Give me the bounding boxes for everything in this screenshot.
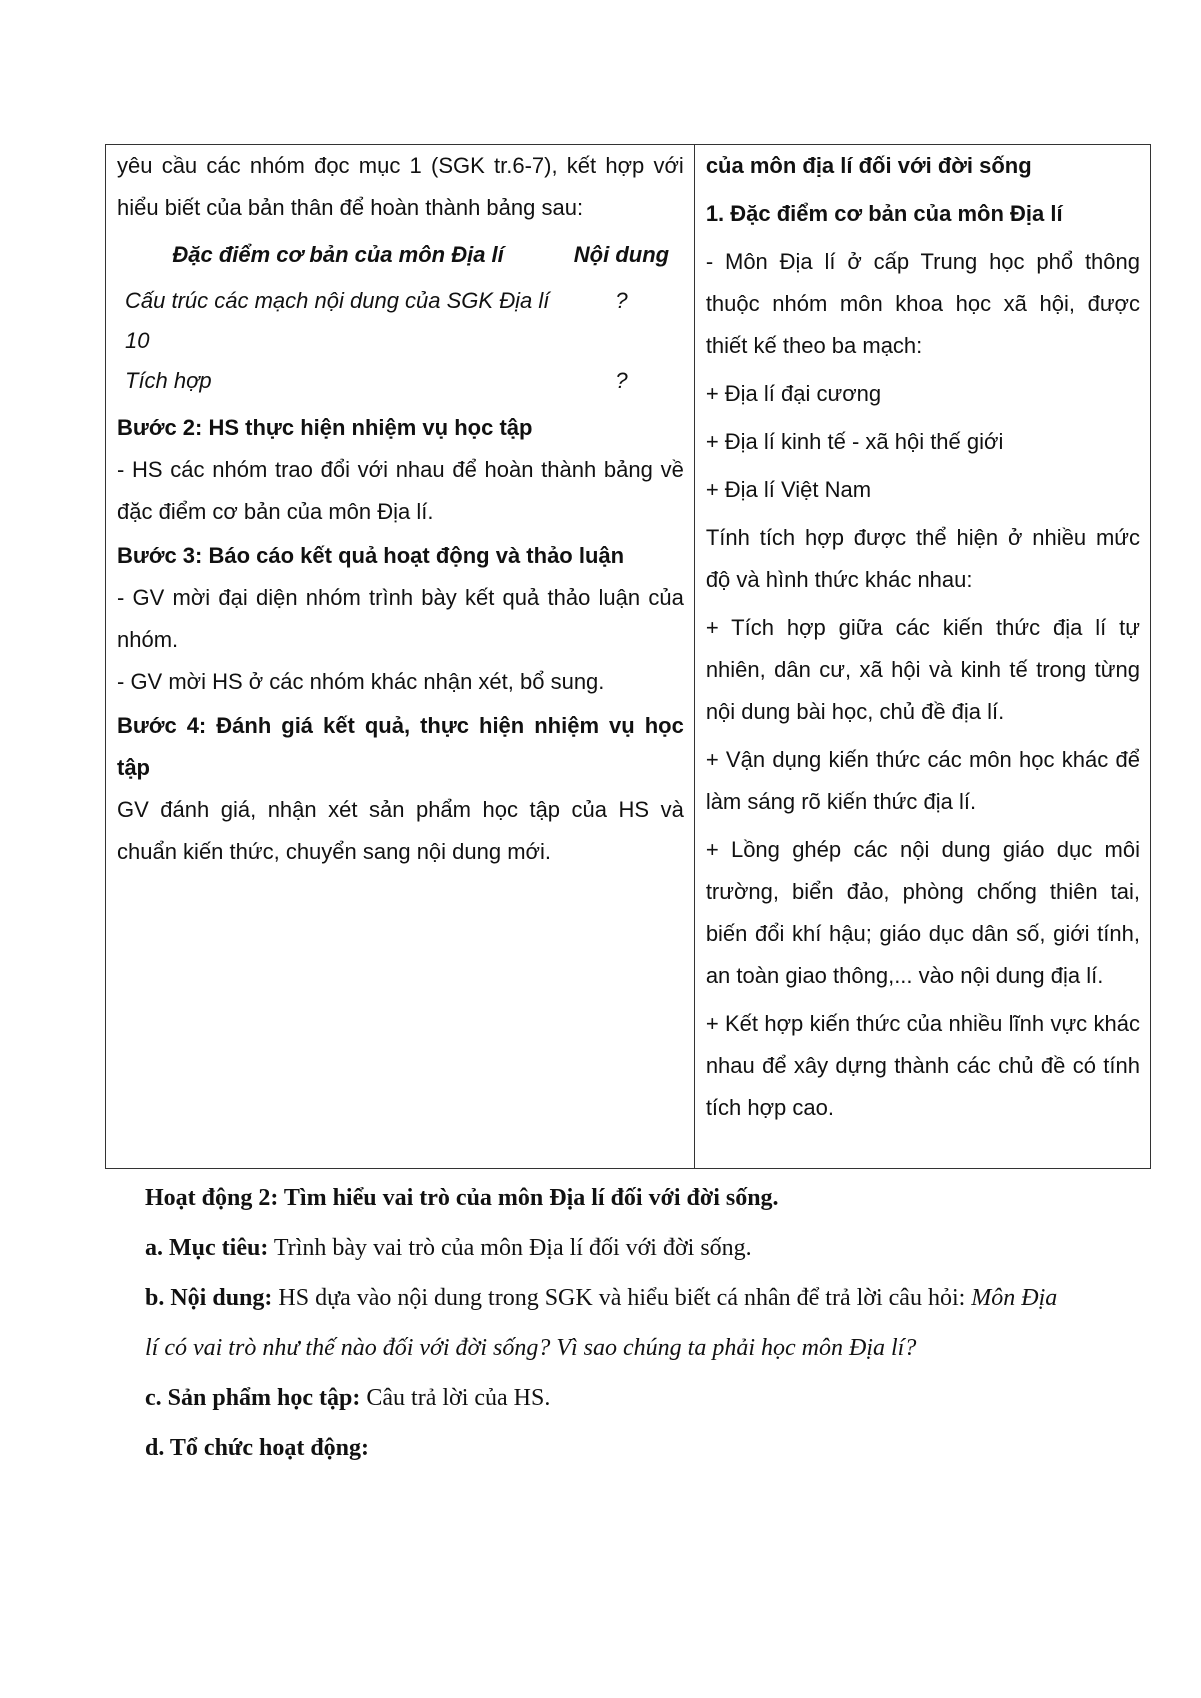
bullet-2: + Địa lí kinh tế - xã hội thế giới — [705, 429, 1004, 454]
organization-label: d. Tổ chức hoạt động: — [145, 1435, 370, 1461]
content-cell: ? — [615, 288, 628, 313]
sub-heading: 1. Đặc điểm cơ bản của môn Địa lí — [705, 201, 1063, 226]
bullet-1: + Địa lí đại cương — [705, 381, 882, 406]
product-label: c. Sản phẩm học tập: — [145, 1385, 361, 1411]
bullet-3: + Địa lí Việt Nam — [705, 477, 872, 502]
feature-cell: Tích hợp — [125, 368, 212, 393]
content-header: Nội dung — [573, 242, 670, 267]
activity-2-title: Hoạt động 2: Tìm hiểu vai trò của môn Địa lí đối với đời sống. — [145, 1185, 779, 1211]
objective-label: a. Mục tiêu: — [145, 1235, 269, 1261]
feature-table — [117, 233, 684, 401]
product-line — [145, 1373, 1065, 1423]
objective-text: Trình bày vai trò của môn Địa lí đối với đời sống. — [268, 1235, 752, 1261]
activity-2-section — [145, 1173, 1065, 1473]
feature-header: Đặc điểm cơ bản của môn Địa lí — [172, 242, 504, 267]
bullet-6: + Lồng ghép các nội dung giáo dục môi trường, biển đảo, phòng chống thiên tai, biến đổi khí hậu; giáo dục dân số, giới tính, an toàn giao thông,... vào nội dung địa lí. — [705, 837, 1140, 988]
right-column — [694, 145, 1150, 1169]
objective-line — [145, 1223, 1065, 1273]
feature-cell: Cấu trúc các mạch nội dung của SGK Địa lí 10 — [125, 288, 550, 353]
step2-text: - HS các nhóm trao đổi với nhau để hoàn thành bảng về đặc điểm cơ bản của môn Địa lí. — [117, 457, 684, 524]
step3-title: Bước 3: Báo cáo kết quả hoạt động và thảo luận — [117, 543, 625, 568]
content-cell: ? — [615, 368, 628, 393]
step2-title: Bước 2: HS thực hiện nhiệm vụ học tập — [117, 415, 533, 440]
step4-text: GV đánh giá, nhận xét sản phẩm học tập của HS và chuẩn kiến thức, chuyển sang nội dung mới. — [117, 797, 684, 864]
left-column — [106, 145, 695, 1169]
paragraph-2: Tính tích hợp được thể hiện ở nhiều mức độ và hình thức khác nhau: — [705, 525, 1140, 592]
heading-continued: của môn địa lí đối với đời sống — [705, 153, 1032, 178]
table-row — [117, 281, 684, 361]
intro-text: yêu cầu các nhóm đọc mục 1 (SGK tr.6-7), kết hợp với hiểu biết của bản thân để hoàn thành bảng sau: — [117, 153, 684, 220]
step3-text-2: - GV mời HS ở các nhóm khác nhận xét, bổ sung. — [117, 669, 605, 694]
content-label: b. Nội dung: — [145, 1285, 273, 1311]
content-text: HS dựa vào nội dung trong SGK và hiểu biết cá nhân để trả lời câu hỏi: — [272, 1285, 972, 1311]
table-row — [117, 361, 684, 401]
step4-title: Bước 4: Đánh giá kết quả, thực hiện nhiệm vụ học tập — [117, 713, 684, 780]
content-question: Môn Địa lí có vai trò như thế nào đối với đời sống? Vì sao chúng ta phải học môn Địa lí? — [145, 1285, 1058, 1361]
step3-text-1: - GV mời đại diện nhóm trình bày kết quả thảo luận của nhóm. — [117, 585, 684, 652]
bullet-5: + Vận dụng kiến thức các môn học khác để làm sáng rõ kiến thức địa lí. — [705, 747, 1140, 814]
paragraph-1: - Môn Địa lí ở cấp Trung học phổ thông thuộc nhóm môn khoa học xã hội, được thiết kế theo ba mạch: — [705, 249, 1140, 358]
product-text: Câu trả lời của HS. — [360, 1385, 551, 1411]
content-line — [145, 1273, 1065, 1373]
bullet-4: + Tích hợp giữa các kiến thức địa lí tự nhiên, dân cư, xã hội và kinh tế trong từng nội dung bài học, chủ đề địa lí. — [705, 615, 1140, 724]
lesson-table — [105, 144, 1151, 1169]
bullet-7: + Kết hợp kiến thức của nhiều lĩnh vực khác nhau để xây dựng thành các chủ đề có tính tích hợp cao. — [705, 1011, 1140, 1120]
